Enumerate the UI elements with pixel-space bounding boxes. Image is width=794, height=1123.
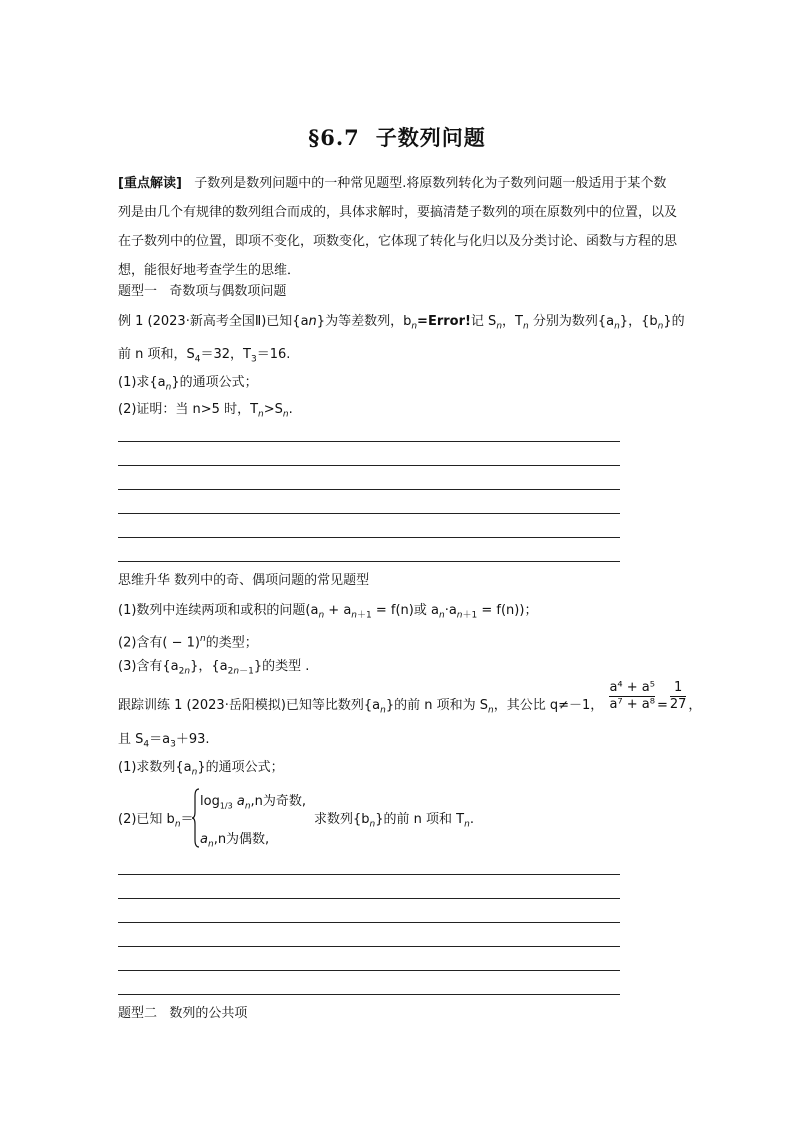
value-fraction bbox=[670, 680, 687, 713]
summary-heading: 思维升华 数列中的奇、偶项问题的常见题型 bbox=[118, 573, 370, 588]
bn-definition-label: (2)已知 $b_n=$ bbox=[118, 812, 194, 830]
case-odd: $\log_{1/3} a_n,n$为奇数, bbox=[200, 794, 307, 812]
answer-line[interactable] bbox=[118, 994, 620, 995]
practice1-mid2: ，其公比 q≠－1， bbox=[493, 698, 604, 713]
summary-item1-b: + a bbox=[324, 603, 352, 618]
summary-item3-end: }的类型 . bbox=[253, 659, 310, 674]
practice1-q1-text: (1)求数列{a bbox=[118, 760, 192, 775]
answer-line[interactable] bbox=[118, 513, 620, 514]
section-title: 子数列问题 bbox=[375, 126, 486, 150]
practice1-q1-end: }的通项公式； bbox=[197, 760, 284, 775]
example1-tail2: ，T bbox=[502, 314, 523, 329]
summary-item1-e: = f(n))； bbox=[477, 603, 538, 618]
example1-prefix: 例 1 (2023·新高考全国Ⅱ)已知{a bbox=[118, 314, 309, 329]
type2-title: 数列的公共项 bbox=[169, 1006, 248, 1021]
error-text: =Error! bbox=[417, 314, 471, 329]
intro-text: 子数列是数列问题中的一种常见题型.将原数列转化为子数列问题一般适用于某个数列是由几个有规律的数列组合而成的，具体求解时，要搞清楚子数列的项在原数列中的位置，以及在子数列中的位置，即项不变化，项数变化，它体现了转化与化归以及分类讨论、函数与方程的思想，能很好地考查学生的思维． bbox=[118, 176, 678, 278]
q2-after-c: . bbox=[469, 812, 474, 827]
answer-line[interactable] bbox=[118, 898, 620, 899]
equals-sign: = bbox=[656, 698, 668, 713]
case1-a: a bbox=[232, 794, 245, 809]
answer-line[interactable] bbox=[118, 561, 620, 562]
q2-after: 求数列{b bbox=[314, 812, 370, 827]
log-base: 1/3 bbox=[219, 801, 233, 811]
left-brace-icon bbox=[192, 788, 200, 848]
section-number: §6.7 bbox=[308, 125, 360, 150]
fraction2-denominator: 27 bbox=[669, 697, 687, 712]
q2-mid: >S bbox=[263, 402, 283, 417]
practice1-line1: 跟踪训练 1 (2023·岳阳模拟)已知等比数列$\{a_n\}$的前 n 项和为 $S_n$，其公比 q≠－1， $\frac{\text{a⁴ + a⁵}}{\text{a⁷ + a⁸}}$ = $\frac{1}{27}$ ， bbox=[118, 680, 702, 716]
comma: ， bbox=[688, 698, 702, 713]
practice1-prefix: 跟踪训练 1 (2023·岳阳模拟)已知等比数列{a bbox=[118, 698, 381, 713]
summary-item2: (2)含有( − 1)$^n$的类型； bbox=[118, 634, 258, 651]
type2-label: 题型二 bbox=[118, 1006, 158, 1021]
answer-line[interactable] bbox=[118, 465, 620, 466]
t3-sub: 3 bbox=[250, 354, 257, 365]
summary-item1-c: = f(n)或 a bbox=[371, 603, 439, 618]
q2-eq: ＝ bbox=[180, 812, 194, 827]
example1-tail3: 分别为数列{a bbox=[528, 314, 615, 329]
fraction-denominator: a⁷ + a⁸ bbox=[609, 697, 655, 712]
answer-line[interactable] bbox=[118, 946, 620, 947]
log-text: log bbox=[200, 794, 220, 809]
practice1-line2-text: 且 S bbox=[118, 732, 144, 747]
q1-text: (1)求{a bbox=[118, 375, 166, 390]
practice1-line2-b: ＝a bbox=[149, 732, 171, 747]
type1-title: 奇数项与偶数项问题 bbox=[169, 284, 287, 299]
type1-label: 题型一 bbox=[118, 284, 158, 299]
answer-line[interactable] bbox=[118, 489, 620, 490]
summary-item1-d: ·a bbox=[444, 603, 457, 618]
answer-line[interactable] bbox=[118, 874, 620, 875]
q2-after-b: }的前 n 项和 T bbox=[375, 812, 465, 827]
q2-label: (2)已知 b bbox=[118, 812, 175, 827]
case-even: $a_n,n$为偶数, bbox=[200, 832, 270, 850]
q2-end: . bbox=[288, 402, 293, 417]
ratio-fraction bbox=[609, 680, 655, 713]
q2-request: 求数列$\{b_n\}$的前 n 项和 $T_n$. bbox=[314, 812, 474, 830]
fraction2-numerator: 1 bbox=[674, 680, 683, 695]
summary-item1: (1)数列中连续两项和或积的问题($a_n + a_{n+1} = f(n)$或 $a_n\cdot a_{n+1} = f(n)$)； bbox=[118, 603, 538, 621]
summary-item2-end: 的类型； bbox=[205, 635, 258, 651]
type2-heading bbox=[118, 1004, 247, 1024]
summary-item3-mid: }，{a bbox=[190, 659, 228, 674]
answer-line[interactable] bbox=[118, 922, 620, 923]
example1-tail4: }，{b bbox=[619, 314, 658, 329]
type1-heading bbox=[118, 282, 286, 302]
page-title bbox=[0, 122, 794, 152]
answer-line[interactable] bbox=[118, 970, 620, 971]
fraction-numerator: a⁴ + a⁵ bbox=[609, 680, 655, 695]
summary-item1-text: (1)数列中连续两项和或积的问题(a bbox=[118, 603, 319, 618]
summary-item2-text: (2)含有( − 1) bbox=[118, 635, 200, 651]
example1-line2-end: ＝16. bbox=[256, 347, 291, 362]
answer-line[interactable] bbox=[118, 441, 620, 442]
case1-cond: ,n为奇数, bbox=[250, 794, 307, 809]
case2-cond: ,n为偶数, bbox=[213, 832, 270, 847]
case2-a: a bbox=[200, 832, 208, 847]
s4-sub: 4 bbox=[194, 354, 201, 365]
example1-line2-text: 前 n 项和，S bbox=[118, 347, 195, 362]
practice1-line2-c: ＋93. bbox=[175, 732, 210, 747]
intro-tag: [重点解读] bbox=[118, 176, 182, 191]
example1-tail5: }的 bbox=[663, 314, 685, 329]
q1-end: }的通项公式； bbox=[171, 375, 258, 390]
practice1-mid: }的前 n 项和为 S bbox=[385, 698, 489, 713]
example1-line1: 例 1 (2023·新高考全国Ⅱ)已知{an}为等差数列，$b_n=Error$!记 $S_n$，$T_n$ 分别为数列$\{a_n\}$，$\{b_n\}$的 bbox=[118, 314, 685, 332]
example1-tail: 记 S bbox=[470, 314, 497, 329]
summary-item3: (3)含有$\{a_{2n}\}$，$\{a_{2n-1}\}$的类型 . bbox=[118, 659, 310, 677]
answer-line[interactable] bbox=[118, 537, 620, 538]
summary-item3-text: (3)含有{a bbox=[118, 659, 179, 674]
example1-q2: (2)证明：当 n>5 时，$T_n>S_n$. bbox=[118, 402, 293, 420]
example1-line2 bbox=[118, 345, 290, 370]
intro-paragraph bbox=[118, 169, 678, 285]
example1-line2-mid: ＝32，T bbox=[200, 347, 251, 362]
example1-mid: }为等差数列，b bbox=[316, 314, 412, 329]
practice1-line2: 且 $S_4=a_3+93$. bbox=[118, 732, 210, 750]
example1-q1: (1)求$\{a_n\}$的通项公式； bbox=[118, 375, 258, 393]
practice1-q1: (1)求数列$\{a_n\}$的通项公式； bbox=[118, 760, 284, 778]
q2-text: (2)证明：当 n>5 时，T bbox=[118, 402, 259, 417]
